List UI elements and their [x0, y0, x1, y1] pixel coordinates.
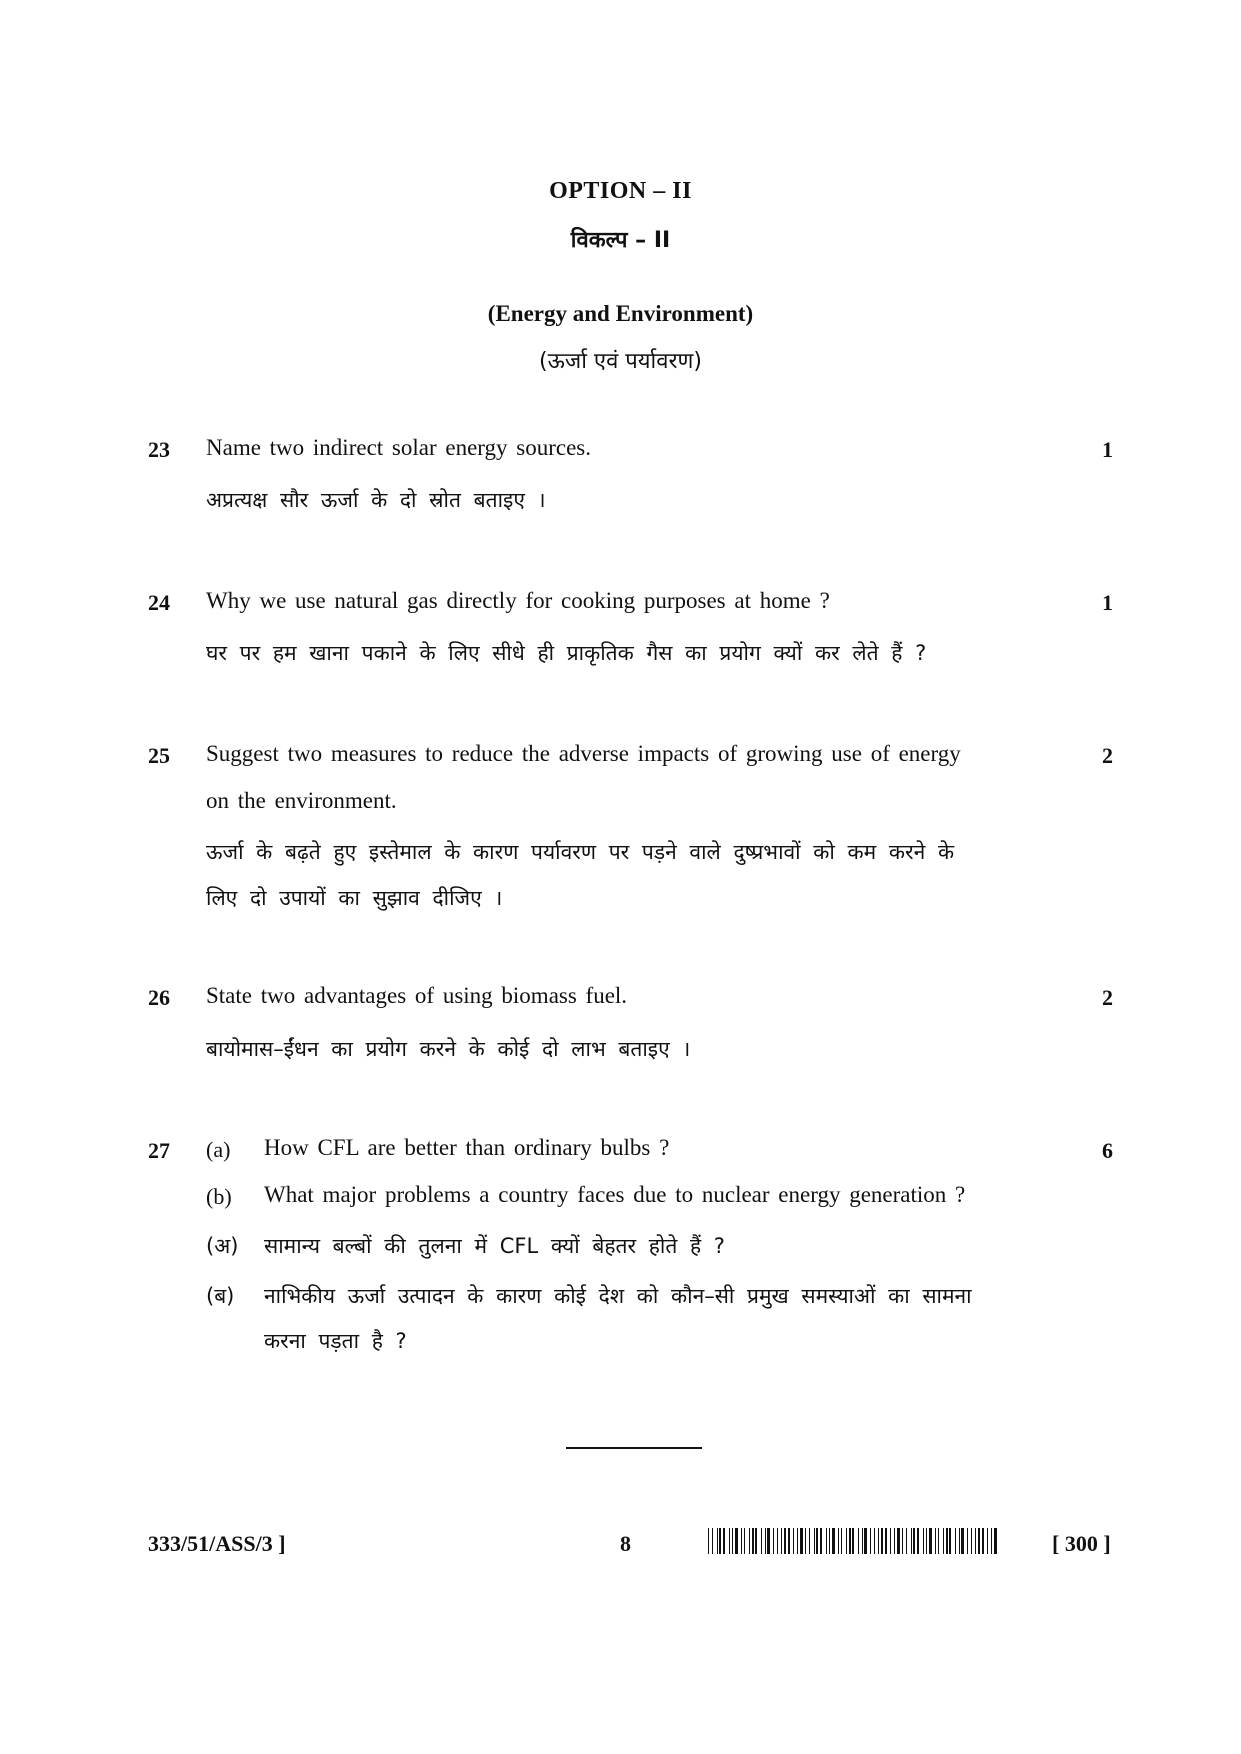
question-text-line-2: on the environment. — [206, 788, 397, 813]
subpart-text-b-hindi-line-1: नाभिकीय ऊर्जा उत्पादन के कारण कोई देश को कौन–सी प्रमुख समस्याओं का सामना — [264, 1284, 972, 1308]
subpart-text-b: What major problems a country faces due to nuclear energy generation ? — [264, 1182, 966, 1207]
subpart-label-b: (b) — [206, 1184, 232, 1209]
end-divider — [566, 1447, 702, 1449]
question-number: 25 — [148, 743, 170, 768]
question-number: 26 — [148, 985, 170, 1010]
question-text-hindi: अप्रत्यक्ष सौर ऊर्जा के दो स्रोत बताइए । — [206, 488, 546, 512]
paper-code: 333/51/ASS/3 ] — [148, 1531, 286, 1556]
barcode-icon — [708, 1528, 998, 1554]
print-count: [ 300 ] — [1052, 1531, 1111, 1556]
option-title: OPTION – II — [549, 178, 692, 204]
page-number: 8 — [620, 1531, 631, 1556]
question-text: Why we use natural gas directly for cooking purposes at home ? — [206, 588, 830, 613]
question-number: 24 — [148, 590, 170, 615]
question-marks: 2 — [1102, 743, 1113, 768]
section-topic-hindi: (ऊर्जा एवं पर्यावरण) — [539, 349, 702, 374]
question-number: 23 — [148, 437, 170, 462]
subpart-label-a-hindi: (अ) — [206, 1234, 239, 1258]
subpart-label-a: (a) — [206, 1137, 231, 1162]
subpart-label-b-hindi: (ब) — [206, 1284, 235, 1308]
question-text: Name two indirect solar energy sources. — [206, 435, 592, 460]
option-title-hindi: विकल्प – II — [570, 228, 671, 253]
question-text: State two advantages of using biomass fuel. — [206, 983, 628, 1008]
question-text-line-1: Suggest two measures to reduce the adverse impacts of growing use of energy — [206, 741, 961, 766]
question-marks: 6 — [1102, 1138, 1113, 1163]
question-text-hindi-line-1: ऊर्जा के बढ़ते हुए इस्तेमाल के कारण पर्यावरण पर पड़ने वाले दुष्प्रभावों को कम करने के — [206, 840, 955, 864]
section-topic: (Energy and Environment) — [487, 301, 754, 326]
subpart-text-a: How CFL are better than ordinary bulbs ? — [264, 1135, 670, 1160]
subpart-text-a-hindi: सामान्य बल्बों की तुलना में CFL क्यों बेहतर होते हैं ? — [264, 1234, 725, 1258]
question-text-hindi-line-2: लिए दो उपायों का सुझाव दीजिए । — [206, 886, 503, 910]
question-marks: 1 — [1102, 590, 1113, 615]
question-text-hindi: घर पर हम खाना पकाने के लिए सीधे ही प्राकृतिक गैस का प्रयोग क्यों कर लेते हैं ? — [206, 641, 927, 665]
question-marks: 1 — [1102, 437, 1113, 462]
question-number: 27 — [148, 1138, 170, 1163]
question-text-hindi: बायोमास–ईंधन का प्रयोग करने के कोई दो लाभ बताइए । — [206, 1037, 691, 1061]
subpart-text-b-hindi-line-2: करना पड़ता है ? — [264, 1329, 407, 1353]
question-marks: 2 — [1102, 985, 1113, 1010]
